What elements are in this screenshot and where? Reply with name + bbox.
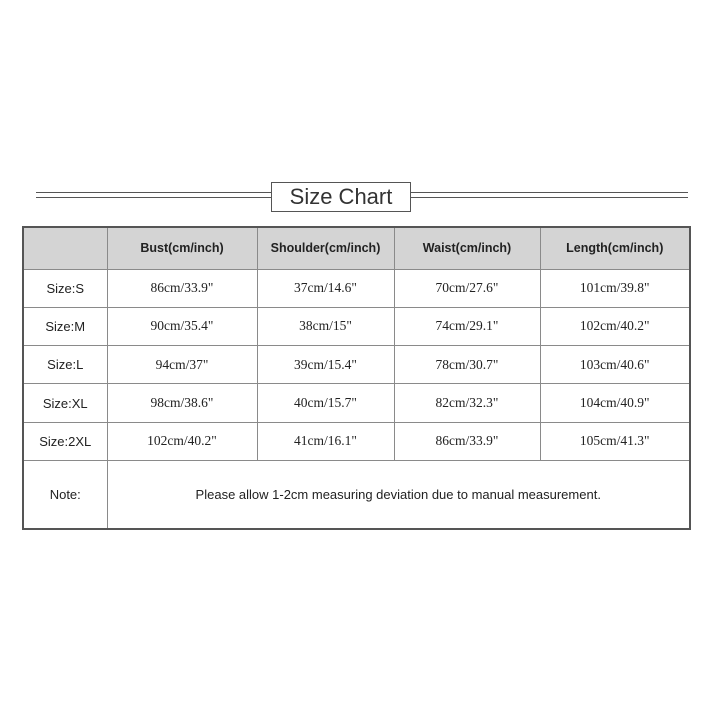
length-cell: 104cm/40.9" <box>540 384 690 422</box>
page-title <box>271 182 411 212</box>
header-bust: Bust(cm/inch) <box>107 227 257 269</box>
table-row <box>23 422 690 460</box>
header-shoulder: Shoulder(cm/inch) <box>257 227 394 269</box>
table-row <box>23 384 690 422</box>
shoulder-cell: 41cm/16.1" <box>257 422 394 460</box>
header-corner <box>23 227 107 269</box>
header-waist: Waist(cm/inch) <box>394 227 540 269</box>
size-label: Size:L <box>23 346 107 384</box>
size-chart-table <box>22 226 691 530</box>
bust-cell: 86cm/33.9" <box>107 269 257 307</box>
waist-cell: 74cm/29.1" <box>394 307 540 345</box>
length-cell: 101cm/39.8" <box>540 269 690 307</box>
header-length: Length(cm/inch) <box>540 227 690 269</box>
waist-cell: 70cm/27.6" <box>394 269 540 307</box>
size-label: Size:2XL <box>23 422 107 460</box>
shoulder-cell: 38cm/15" <box>257 307 394 345</box>
bust-cell: 98cm/38.6" <box>107 384 257 422</box>
shoulder-cell: 37cm/14.6" <box>257 269 394 307</box>
bust-cell: 94cm/37" <box>107 346 257 384</box>
size-label: Size:S <box>23 269 107 307</box>
size-label: Size:XL <box>23 384 107 422</box>
length-cell: 105cm/41.3" <box>540 422 690 460</box>
table-row <box>23 269 690 307</box>
note-text: Please allow 1-2cm measuring deviation due to manual measurement. <box>107 461 690 529</box>
waist-cell: 82cm/32.3" <box>394 384 540 422</box>
size-label: Size:M <box>23 307 107 345</box>
page-title-text: Size Chart <box>289 184 393 209</box>
length-cell: 102cm/40.2" <box>540 307 690 345</box>
header-row <box>23 227 690 269</box>
waist-cell: 78cm/30.7" <box>394 346 540 384</box>
shoulder-cell: 39cm/15.4" <box>257 346 394 384</box>
bust-cell: 90cm/35.4" <box>107 307 257 345</box>
table-row <box>23 307 690 345</box>
table-row <box>23 346 690 384</box>
note-row <box>23 461 690 529</box>
length-cell: 103cm/40.6" <box>540 346 690 384</box>
note-label: Note: <box>23 461 107 529</box>
waist-cell: 86cm/33.9" <box>394 422 540 460</box>
shoulder-cell: 40cm/15.7" <box>257 384 394 422</box>
bust-cell: 102cm/40.2" <box>107 422 257 460</box>
